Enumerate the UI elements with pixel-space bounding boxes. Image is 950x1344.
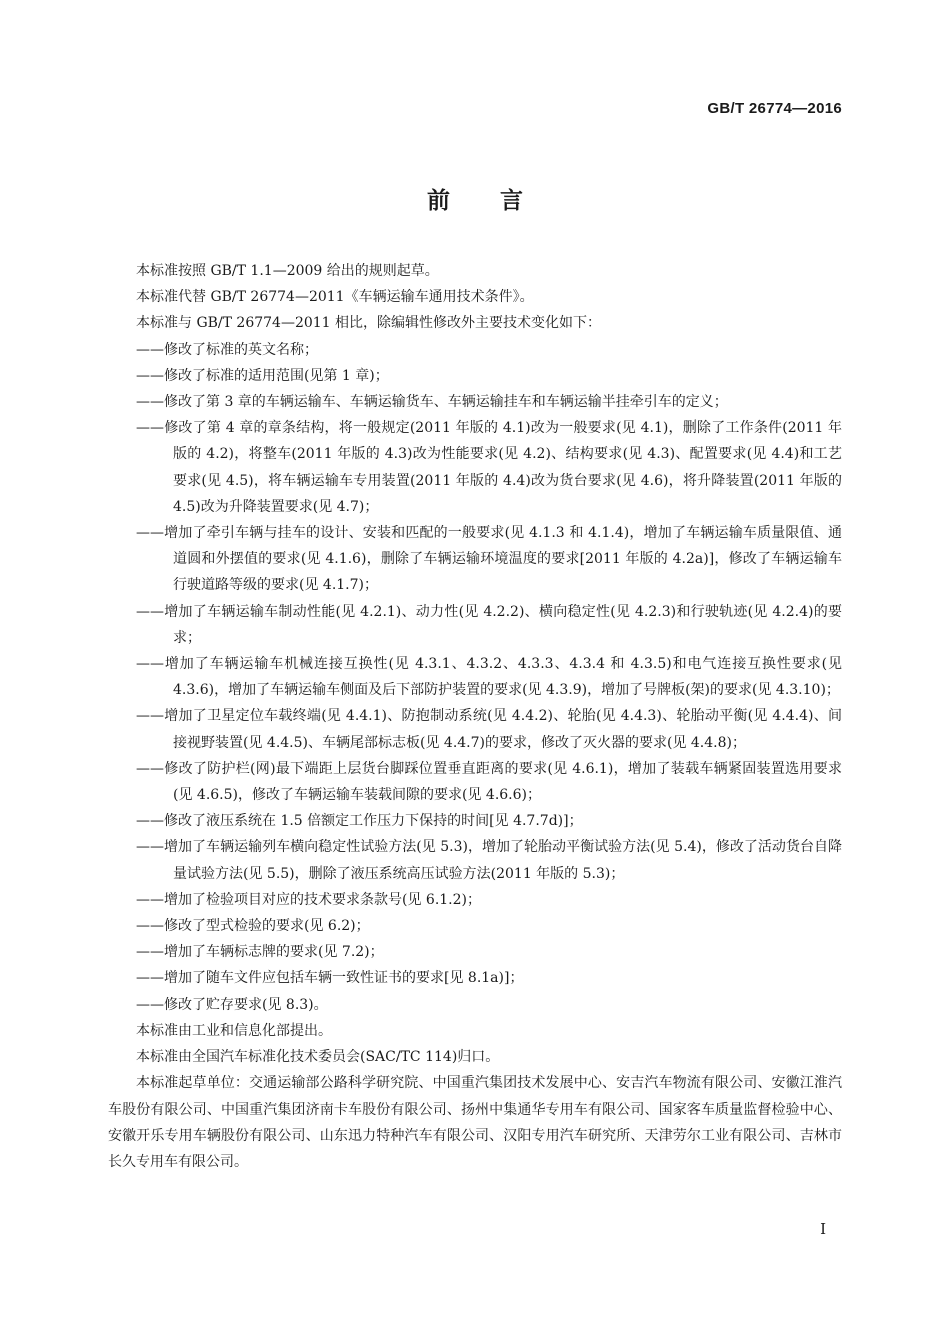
change-item: ——修改了型式检验的要求(见 6.2)；	[136, 918, 370, 935]
intro-paragraph: 本标准按照 GB/T 1.1—2009 给出的规则起草。	[136, 263, 439, 279]
change-item: ——修改了防护栏(网)最下端距上层货台脚踩位置垂直距离的要求(见 4.6.1)，增加了装载车辆紧固装置选用要求(见 4.6.5)，修改了车辆运输车装载间隙的要求(见 4.6.6)；	[136, 760, 842, 804]
page-title: 前言	[427, 188, 573, 214]
change-item: ——增加了车辆标志牌的要求(见 7.2)；	[136, 944, 384, 961]
change-item: ——增加了随车文件应包括车辆一致性证书的要求[见 8.1a)]；	[136, 970, 524, 987]
change-item: ——修改了第 4 章的章条结构，将一般规定(2011 年版的 4.1)改为一般要求(见 4.1)，删除了工作条件(2011 年版的 4.2)，将整车(2011 年版的 4.3)改为性能要求(见 4.2)、结构要求(见 4.3)、配置要求(见 4.4)和工艺要求(见 4.5)，将车辆运输车专用装置(2011 年版的 4.4)改为货台要求(见 4.6)，将升降装置(2011 年版的 4.5)改为升降装置要求(见 4.7)；	[136, 420, 842, 515]
closing-paragraph: 本标准由全国汽车标准化技术委员会(SAC/TC 114)归口。	[136, 1049, 500, 1066]
drafting-units-paragraph: 本标准起草单位：交通运输部公路科学研究院、中国重汽集团技术发展中心、安吉汽车物流有限公司、安徽江淮汽车股份有限公司、中国重汽集团济南卡车股份有限公司、扬州中集通华专用车有限公司、国家客车质量监督检验中心、安徽开乐专用车辆股份有限公司、山东迅力特种汽车有限公司、汉阳专用汽车研究所、天津劳尔工业有限公司、吉林市长久专用车有限公司。	[108, 1075, 842, 1170]
change-item: ——增加了车辆运输列车横向稳定性试验方法(见 5.3)，增加了轮胎动平衡试验方法(见 5.4)，修改了活动货台自降量试验方法(见 5.5)，删除了液压系统高压试验方法(2011 年版的 5.3)；	[136, 839, 842, 882]
change-item: ——修改了贮存要求(见 8.3)。	[136, 996, 328, 1013]
change-item: ——增加了牵引车辆与挂车的设计、安装和匹配的一般要求(见 4.1.3 和 4.1.4)，增加了车辆运输车质量限值、通道圆和外摆值的要求(见 4.1.6)，删除了车辆运输环境温度的要求[2011 年版的 4.2a)]，修改了车辆运输车行驶道路等级的要求(见 4.1.7)；	[136, 525, 842, 594]
change-item: ——修改了第 3 章的车辆运输车、车辆运输货车、车辆运输挂车和车辆运输半挂牵引车的定义；	[136, 394, 728, 411]
closing-paragraph: 本标准由工业和信息化部提出。	[136, 1022, 332, 1039]
change-item: ——增加了卫星定位车载终端(见 4.4.1)、防抱制动系统(见 4.4.2)、轮胎(见 4.4.3)、轮胎动平衡(见 4.4.4)、间接视野装置(见 4.4.5)、车辆尾部标志板(见 4.4.7)的要求，修改了灭火器的要求(见 4.4.8)；	[136, 708, 842, 751]
change-item: ——增加了检验项目对应的技术要求条款号(见 6.1.2)；	[136, 891, 481, 908]
page-number: I	[820, 1220, 826, 1238]
document-body	[108, 258, 842, 1175]
intro-paragraph: 本标准代替 GB/T 26774—2011《车辆运输车通用技术条件》。	[136, 289, 534, 306]
change-item: ——增加了车辆运输车机械连接互换性(见 4.3.1、4.3.2、4.3.3、4.3.4 和 4.3.5)和电气连接互换性要求(见 4.3.6)，增加了车辆运输车侧面及后下部防护装置的要求(见 4.3.9)，增加了号牌板(架)的要求(见 4.3.10)；	[136, 656, 842, 699]
change-item: ——修改了标准的英文名称；	[136, 341, 318, 358]
intro-paragraph: 本标准与 GB/T 26774—2011 相比，除编辑性修改外主要技术变化如下：	[136, 315, 602, 332]
change-item: ——修改了液压系统在 1.5 倍额定工作压力下保持的时间[见 4.7.7d)]；	[136, 813, 583, 830]
standard-number: GB/T 26774—2016	[707, 100, 842, 117]
change-item: ——增加了车辆运输车制动性能(见 4.2.1)、动力性(见 4.2.2)、横向稳定性(见 4.2.3)和行驶轨迹(见 4.2.4)的要求；	[136, 603, 842, 646]
change-item: ——修改了标准的适用范围(见第 1 章)；	[136, 367, 389, 384]
